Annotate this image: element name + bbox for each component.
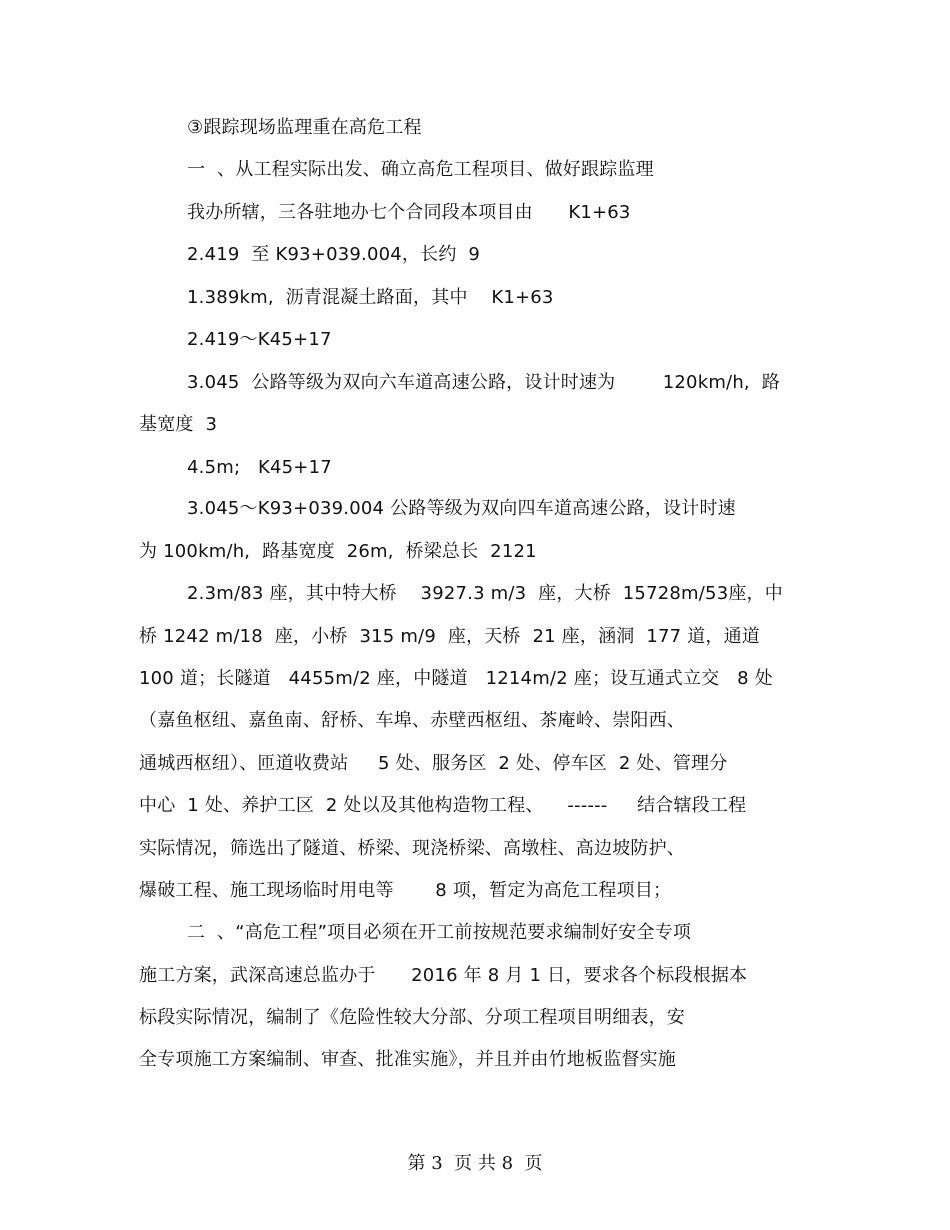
paragraph-line: 3.045 公路等级为双向六车道高速公路，设计时速为 120km/h, 路 bbox=[187, 372, 780, 393]
paragraph-line: 基宽度 3 bbox=[139, 414, 218, 435]
paragraph-line: 中心 1 处、养护工区 2 处以及其他构造物工程、 ------ 结合辖段工程 bbox=[139, 795, 747, 816]
paragraph-line: 桥 1242 m/18 座，小桥 315 m/9 座，天桥 21 座，涵洞 177 道，通道 bbox=[139, 626, 761, 647]
paragraph-line: 4.5m; K45+17 bbox=[187, 457, 332, 478]
paragraph-line: 为 100km/h, 路基宽度 26m, 桥梁总长 2121 bbox=[139, 541, 537, 562]
paragraph-line: 施工方案，武深高速总监办于 2016 年 8 月 1 日，要求各个标段根据本 bbox=[139, 965, 748, 986]
paragraph-line: 2.419～K45+17 bbox=[187, 329, 332, 350]
paragraph-line: 全专项施工方案编制、审查、批准实施》，并且并由竹地板监督实施 bbox=[139, 1049, 676, 1070]
paragraph-line: 二 、“高危工程”项目必须在开工前按规范要求编制好安全专项 bbox=[187, 922, 692, 943]
paragraph-line: 1.389km, 沥青混凝土路面，其中 K1+63 bbox=[187, 287, 554, 308]
paragraph-line: 100 道；长隧道 4455m/2 座，中隧道 1214m/2 座；设互通式立交 8 处 bbox=[139, 668, 773, 689]
paragraph-line: 实际情况，筛选出了隧道、桥梁、现浇桥梁、高墩柱、高边坡防护、 bbox=[139, 838, 685, 859]
paragraph-line: 爆破工程、施工现场临时用电等 8 项，暂定为高危工程项目； bbox=[139, 880, 672, 901]
paragraph-line: 一 、从工程实际出发、确立高危工程项目、做好跟踪监理 bbox=[187, 159, 654, 180]
paragraph-line: ③跟踪现场监理重在高危工程 bbox=[187, 117, 422, 138]
paragraph-line: （嘉鱼枢纽、嘉鱼南、舒桥、车埠、赤壁西枢纽、茶庵岭、崇阳西、 bbox=[139, 710, 685, 731]
page-footer: 第 3 页 共 8 页 bbox=[407, 1153, 543, 1174]
paragraph-line: 标段实际情况，编制了《危险性较大分部、分项工程项目明细表，安 bbox=[139, 1007, 685, 1028]
paragraph-line: 通城西枢纽）、匝道收费站 5 处、服务区 2 处、停车区 2 处、管理分 bbox=[139, 753, 728, 774]
paragraph-line: 2.3m/83 座，其中特大桥 3927.3 m/3 座，大桥 15728m/53座，中 bbox=[187, 583, 783, 604]
paragraph-line: 我办所辖，三各驻地办七个合同段本项目由 K1+63 bbox=[187, 202, 631, 223]
paragraph-line: 2.419 至 K93+039.004，长约 9 bbox=[187, 244, 481, 265]
paragraph-line: 3.045～K93+039.004 公路等级为双向四车道高速公路，设计时速 bbox=[187, 498, 736, 519]
